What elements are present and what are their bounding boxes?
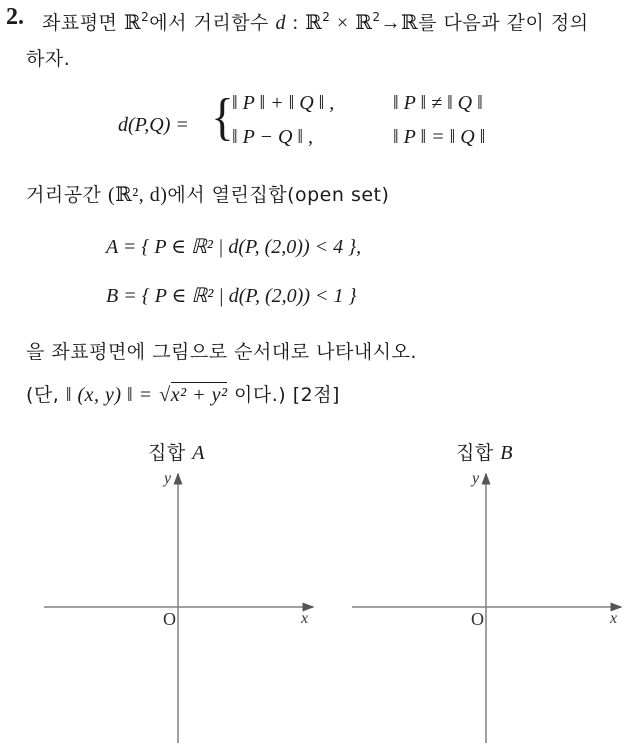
graph-a-x-label: x bbox=[301, 610, 309, 627]
graph-b-origin-label: O bbox=[471, 609, 484, 629]
problem-statement-line-1: 좌표평면 ℝ$^2$에서 거리함수 d : ℝ$^2$ × ℝ$^2$→ℝ를 다음과 같이 정의 bbox=[42, 10, 589, 34]
problem-number: 2. bbox=[6, 4, 24, 30]
sqrt-radicand: x² + y² bbox=[170, 384, 228, 406]
graph-a-title: 집합 A bbox=[148, 442, 205, 464]
set-b-definition: B = { P ∈ ℝ² | d(P, (2,0)) < 1 } bbox=[106, 285, 357, 307]
case-2-condition: ‖ P ‖ = ‖ Q ‖ bbox=[393, 126, 486, 148]
set-a-definition: A = { P ∈ ℝ² | d(P, (2,0)) < 4 }, bbox=[106, 236, 362, 258]
graph-a-origin-label: O bbox=[163, 609, 176, 629]
piecewise-brace: { bbox=[211, 89, 234, 146]
problem-statement-line-4: 을 좌표평면에 그림으로 순서대로 나타내시오. bbox=[26, 341, 417, 363]
graph-a-y-label: y bbox=[164, 470, 172, 487]
graph-a-axes bbox=[44, 474, 313, 743]
problem-statement-line-3: 거리공간 (ℝ², d)에서 열린집합(open set) bbox=[26, 184, 390, 206]
case-1-expression: ‖ P ‖ + ‖ Q ‖ , bbox=[232, 92, 335, 114]
case-1-condition: ‖ P ‖ ≠ ‖ Q ‖ bbox=[393, 92, 483, 114]
problem-note: (단, ‖ (x, y) ‖ = √x² + y² 이다.) [2점] bbox=[26, 384, 340, 406]
graph-b-title: 집합 B bbox=[456, 442, 513, 464]
sqrt-symbol: √ bbox=[159, 384, 171, 406]
distance-def-lhs: d(P,Q) = bbox=[118, 114, 189, 136]
graph-b-x-label: x bbox=[610, 610, 618, 627]
graph-b-axes bbox=[352, 474, 621, 743]
problem-statement-line-2: 하자. bbox=[26, 48, 71, 70]
case-2-expression: ‖ P − Q ‖ , bbox=[232, 126, 314, 148]
graph-b-y-label: y bbox=[472, 470, 480, 487]
